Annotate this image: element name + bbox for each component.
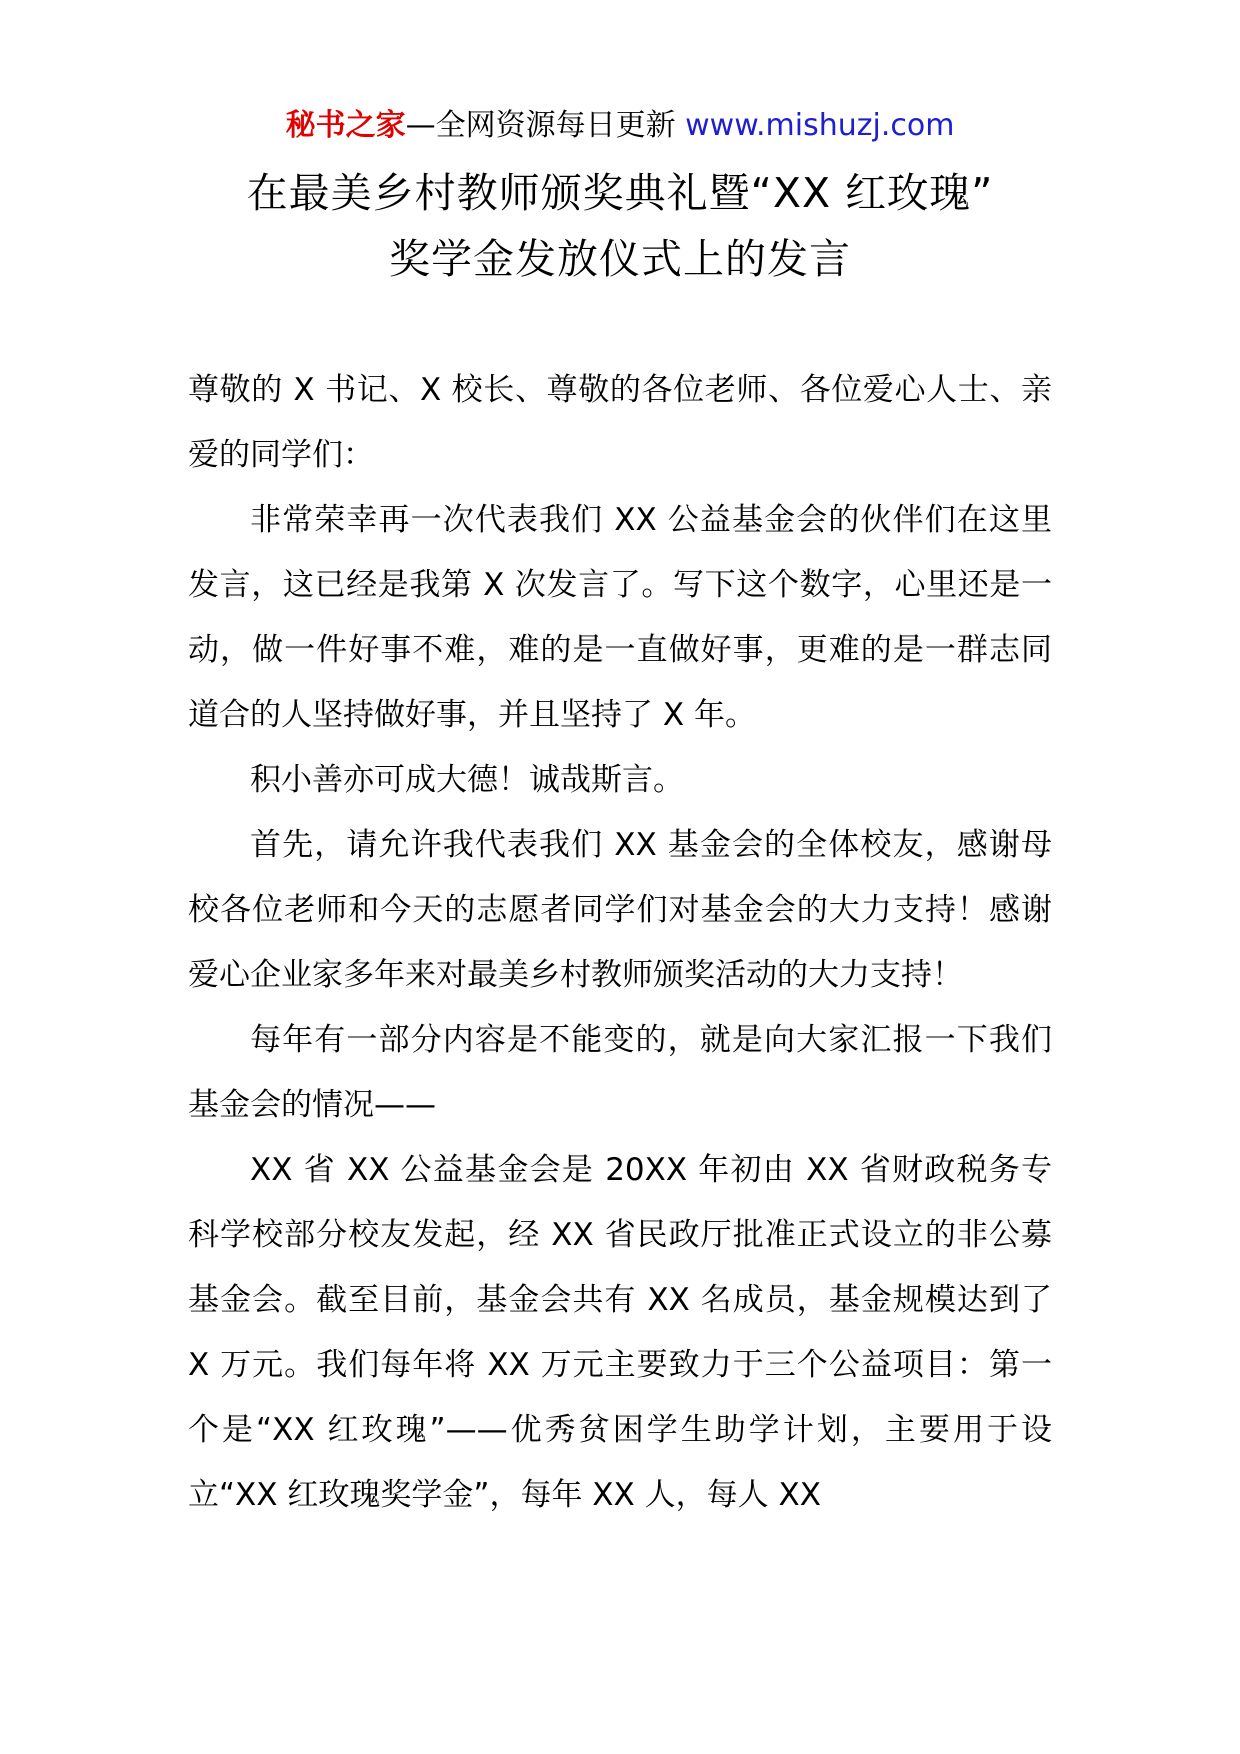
title-line-2: 奖学金发放仪式上的发言 xyxy=(389,235,851,283)
document-title xyxy=(0,160,1240,292)
header-tagline: —全网资源每日更新 xyxy=(405,108,686,143)
body-paragraph: 首先，请允许我代表我们 XX 基金会的全体校友，感谢母校各位老师和今天的志愿者同学们对基金会的大力支持！感谢爱心企业家多年来对最美乡村教师颁奖活动的大力支持！ xyxy=(188,827,1052,993)
document-body xyxy=(188,358,1052,1528)
body-paragraph: 非常荣幸再一次代表我们 XX 公益基金会的伙伴们在这里发言，这已经是我第 X 次发言了。写下这个数字，心里还是一动，做一件好事不难，难的是一直做好事，更难的是一群志同道合的人坚持做好事，并且坚持了 X 年。 xyxy=(188,502,1052,733)
brand-name: 秘书之家 xyxy=(285,108,406,143)
body-paragraph: 积小善亦可成大德！诚哉斯言。 xyxy=(250,762,684,798)
title-line-1: 在最美乡村教师颁奖典礼暨“XX 红玫瑰” xyxy=(246,169,994,217)
body-paragraph: XX 省 XX 公益基金会是 20XX 年初由 XX 省财政税务专科学校部分校友发起，经 XX 省民政厅批准正式设立的非公募基金会。截至目前，基金会共有 XX 名成员，基金规模达到了 X 万元。我们每年将 XX 万元主要致力于三个公益项目：第一个是“XX 红玫瑰”——优秀贫困学生助学计划，主要用于设立“XX 红玫瑰奖学金”，每年 XX 人，每人 XX xyxy=(188,1152,1052,1513)
body-paragraph: 每年有一部分内容是不能变的，就是向大家汇报一下我们基金会的情况—— xyxy=(188,1022,1052,1123)
salutation-paragraph: 尊敬的 X 书记、X 校长、尊敬的各位老师、各位爱心人士、亲爱的同学们： xyxy=(188,372,1052,473)
site-url-link[interactable]: www.mishuzj.com xyxy=(685,108,955,143)
site-header xyxy=(0,100,1240,152)
